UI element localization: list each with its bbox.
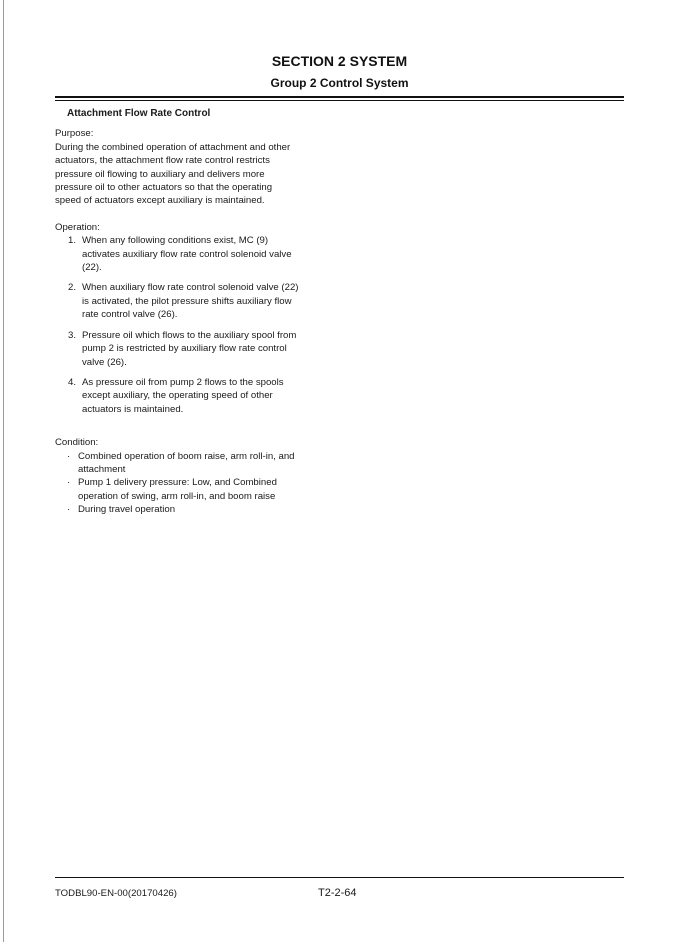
- operation-number: 4.: [68, 376, 77, 388]
- document-code: TODBL90-EN-00(20170426): [55, 888, 177, 899]
- operation-number: 2.: [68, 282, 77, 294]
- condition-line: Pump 1 delivery pressure: Low, and Combined: [78, 477, 277, 489]
- header-rule-thick: [55, 96, 624, 98]
- page-header: [55, 52, 624, 91]
- operation-line: When auxiliary flow rate control solenoid valve (22): [82, 282, 299, 294]
- condition-list: [55, 450, 330, 517]
- purpose-paragraph: [55, 141, 330, 208]
- purpose-line: speed of actuators except auxiliary is maintained.: [55, 195, 265, 207]
- operation-line: rate control valve (26).: [82, 309, 178, 321]
- group-title: Group 2 Control System: [270, 76, 409, 90]
- operation-line: except auxiliary, the operating speed of other: [82, 390, 273, 402]
- operation-item: [55, 376, 330, 416]
- purpose-line: actuators, the attachment flow rate control restricts: [55, 155, 270, 167]
- operation-line: When any following conditions exist, MC (9): [82, 235, 269, 247]
- operation-line: activates auxiliary flow rate control solenoid valve: [82, 248, 292, 260]
- operation-line: actuators is maintained.: [82, 403, 184, 415]
- purpose-line: pressure oil flowing to auxiliary and delivers more: [55, 168, 265, 180]
- operation-line: valve (26).: [82, 356, 127, 368]
- operation-item: [55, 329, 330, 369]
- bullet-icon: ·: [67, 477, 71, 489]
- purpose-line: During the combined operation of attachment and other: [55, 141, 291, 153]
- operation-line: is activated, the pilot pressure shifts auxiliary flow: [82, 295, 292, 307]
- condition-line: Combined operation of boom raise, arm roll-in, and: [78, 450, 295, 462]
- condition-line: operation of swing, arm roll-in, and boom raise: [78, 490, 276, 502]
- condition-label: Condition:: [55, 437, 99, 449]
- section-title: SECTION 2 SYSTEM: [271, 53, 408, 69]
- page-left-border: [3, 0, 4, 942]
- header-rule-thin: [55, 100, 624, 101]
- operation-line: Pressure oil which flows to the auxiliary spool from: [82, 329, 297, 341]
- article-heading: Attachment Flow Rate Control: [67, 108, 211, 119]
- operation-number: 1.: [68, 235, 77, 247]
- operation-number: 3.: [68, 329, 77, 341]
- purpose-line: pressure oil to other actuators so that the operating: [55, 182, 273, 194]
- page-number: T2-2-64: [318, 887, 357, 899]
- operation-item: [55, 234, 330, 274]
- condition-line: attachment: [78, 463, 126, 475]
- purpose-label: Purpose:: [55, 128, 94, 140]
- condition-item: [55, 450, 330, 477]
- condition-line: During travel operation: [78, 504, 176, 516]
- operation-line: pump 2 is restricted by auxiliary flow rate control: [82, 343, 287, 355]
- article-body: [55, 107, 330, 517]
- bullet-icon: ·: [67, 450, 71, 462]
- condition-item: [55, 476, 330, 503]
- operation-line: As pressure oil from pump 2 flows to the spools: [82, 376, 284, 388]
- operation-line: (22).: [82, 262, 102, 274]
- condition-item: [55, 503, 330, 516]
- operation-label: Operation:: [55, 221, 100, 233]
- operation-list: [55, 234, 330, 416]
- operation-item: [55, 281, 330, 321]
- bullet-icon: ·: [67, 504, 71, 516]
- footer-rule: [55, 877, 624, 878]
